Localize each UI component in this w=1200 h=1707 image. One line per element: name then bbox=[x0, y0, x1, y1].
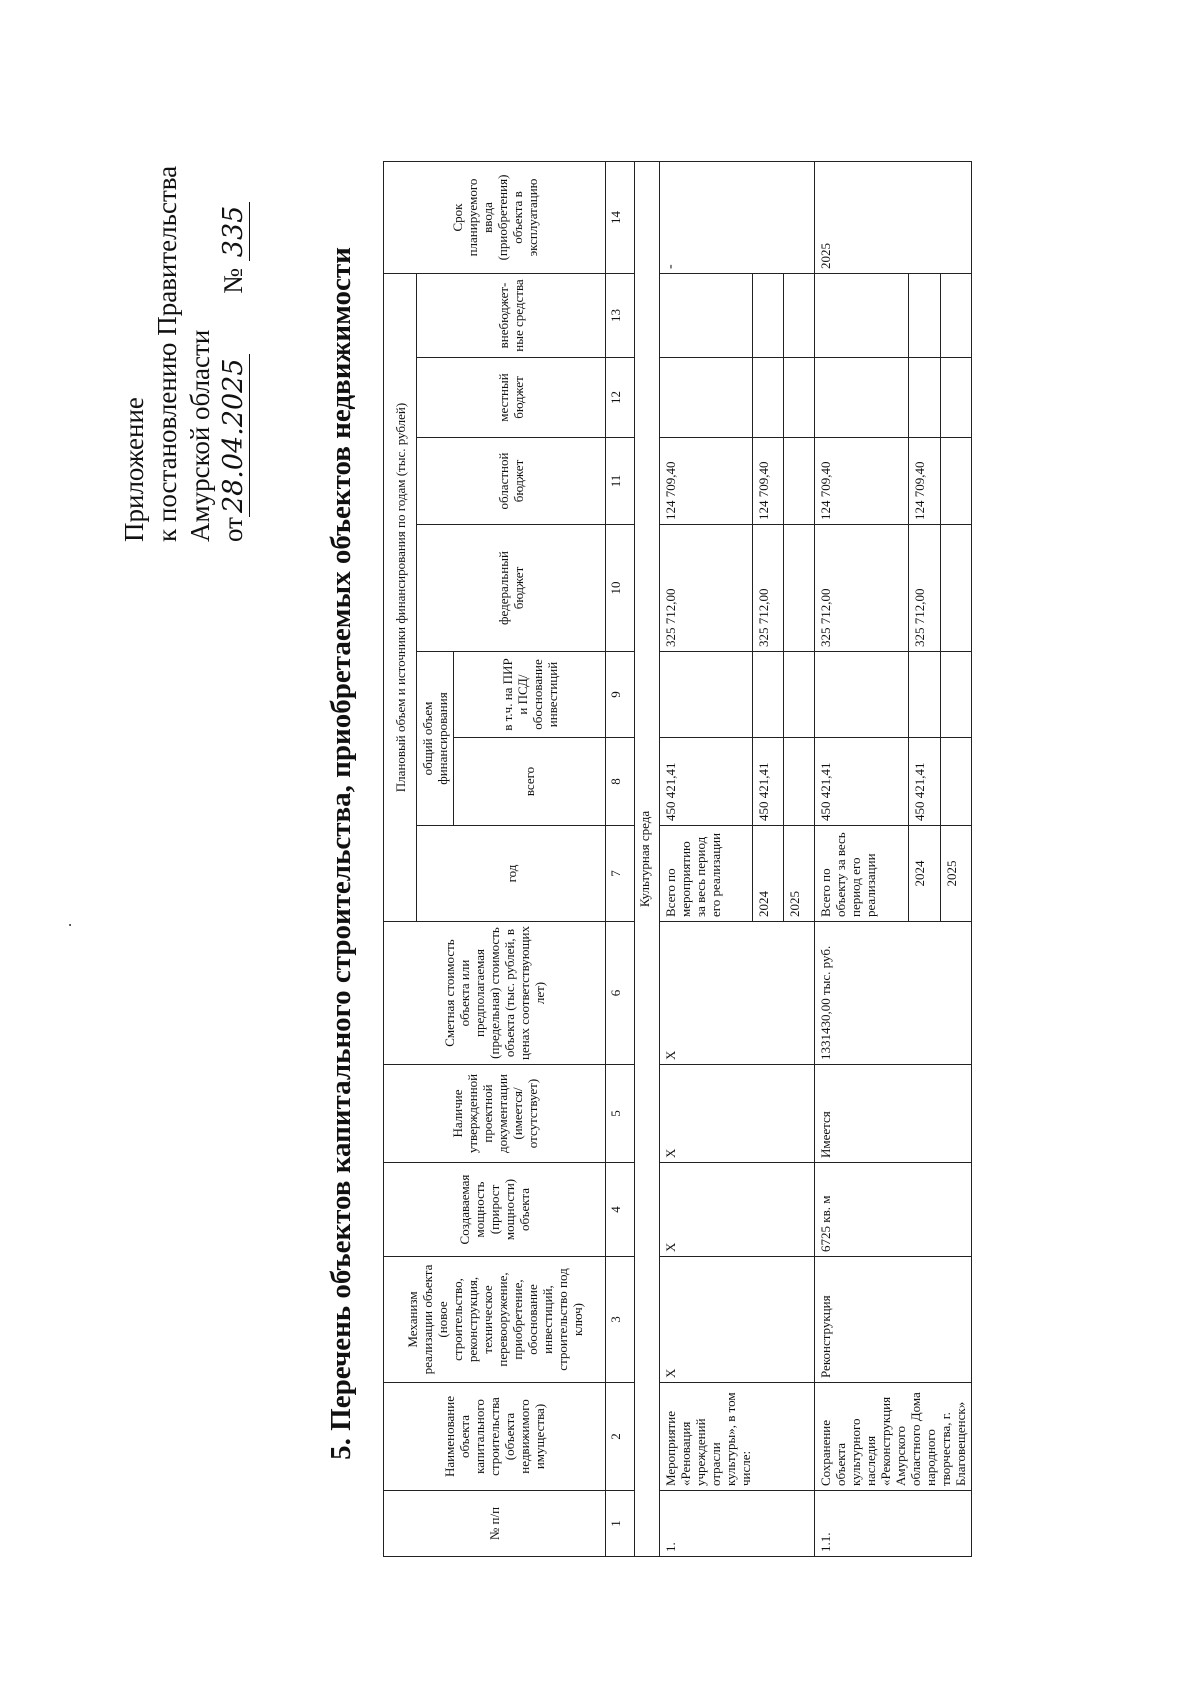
docs-cell: Имеется bbox=[815, 1065, 972, 1163]
column-number: 12 bbox=[606, 358, 635, 438]
extrabudget-cell bbox=[753, 274, 784, 358]
appendix-line-3: Амурской области bbox=[185, 329, 215, 542]
date-prefix: от bbox=[218, 517, 248, 542]
header-col-11: областной бюджет bbox=[417, 438, 606, 525]
column-number: 13 bbox=[606, 274, 635, 358]
federal-cell: 325 712,00 bbox=[909, 525, 940, 652]
total-cell: 450 421,41 bbox=[753, 738, 784, 826]
column-numbers-row bbox=[606, 162, 635, 1557]
appendix-line-2: к постановлению Правительства bbox=[152, 165, 182, 542]
header-col-7: год bbox=[417, 826, 606, 922]
column-number: 1 bbox=[606, 1491, 635, 1557]
header-col-4: Создаваемая мощность (прирост мощности) объекта bbox=[384, 1163, 606, 1257]
header-col-5: Наличие утвержденной проектной документации (имеется/ отсутствует) bbox=[384, 1065, 606, 1163]
header-col-9: в т.ч. на ПИР и ПСД/ обоснование инвестиций bbox=[454, 652, 606, 738]
regional-cell bbox=[784, 438, 815, 525]
year-cell: 2024 bbox=[909, 826, 940, 922]
column-number: 4 bbox=[606, 1163, 635, 1257]
extrabudget-cell bbox=[660, 274, 753, 358]
total-cell bbox=[784, 738, 815, 826]
column-number: 8 bbox=[606, 738, 635, 826]
cost-cell: 1331430,00 тыс. руб. bbox=[815, 922, 972, 1065]
capacity-cell: 6725 кв. м bbox=[815, 1163, 972, 1257]
year-cell: Всего по мероприятию за весь период его реализации bbox=[660, 826, 753, 922]
column-number: 9 bbox=[606, 652, 635, 738]
header-col-2: Наименование объекта капитального строительства (объекта недвижимого имущества) bbox=[384, 1383, 606, 1491]
column-number: 11 bbox=[606, 438, 635, 525]
extrabudget-cell bbox=[909, 274, 940, 358]
column-number: 10 bbox=[606, 525, 635, 652]
header-col-6: Сметная стоимость объекта или предполагаемая (предельная) стоимость объекта (тыс. рублей, в ценах соответствующих лет) bbox=[384, 922, 606, 1065]
federal-cell bbox=[940, 525, 971, 652]
number-prefix: № bbox=[218, 267, 248, 294]
total-cell: 450 421,41 bbox=[660, 738, 753, 826]
extrabudget-cell bbox=[784, 274, 815, 358]
regional-cell: 124 709,40 bbox=[909, 438, 940, 525]
year-cell: 2025 bbox=[940, 826, 971, 922]
total-cell: 450 421,41 bbox=[909, 738, 940, 826]
extrabudget-cell bbox=[815, 274, 909, 358]
appendix-date-line bbox=[217, 142, 250, 542]
column-number: 6 bbox=[606, 922, 635, 1065]
scan-speck: . bbox=[58, 923, 75, 927]
pir-cell bbox=[753, 652, 784, 738]
pir-cell bbox=[660, 652, 753, 738]
local-cell bbox=[940, 358, 971, 438]
total-cell: 450 421,41 bbox=[815, 738, 909, 826]
local-cell bbox=[815, 358, 909, 438]
header-col-12: местный бюджет bbox=[417, 358, 606, 438]
regional-cell: 124 709,40 bbox=[660, 438, 753, 525]
row-number: 1. bbox=[660, 1491, 815, 1557]
section-row bbox=[635, 162, 660, 1557]
page-title: 5. Перечень объектов капитального строительства, приобретаемых объектов недвижимости bbox=[325, 247, 357, 1460]
object-name: Мероприятие «Реновация учреждений отрасли культуры», в том числе: bbox=[660, 1383, 815, 1491]
local-cell bbox=[660, 358, 753, 438]
federal-cell: 325 712,00 bbox=[753, 525, 784, 652]
mechanism-cell: Реконструкция bbox=[815, 1257, 972, 1383]
header-total-group: общий объем финансирования bbox=[417, 652, 454, 826]
header-col-3: Механизм реализации объекта (новое строительство, реконструкция, техническое перевооружение, приобретение, обоснование инвестиций, строительство под ключ) bbox=[384, 1257, 606, 1383]
header-row-1 bbox=[384, 162, 417, 1557]
federal-cell bbox=[784, 525, 815, 652]
year-cell: 2024 bbox=[753, 826, 784, 922]
column-number: 2 bbox=[606, 1383, 635, 1491]
objects-table bbox=[383, 161, 972, 1557]
pir-cell bbox=[940, 652, 971, 738]
header-col-10: федеральный бюджет bbox=[417, 525, 606, 652]
year-cell: 2025 bbox=[784, 826, 815, 922]
column-number: 14 bbox=[606, 162, 635, 274]
total-cell bbox=[940, 738, 971, 826]
date-value: 28.04.2025 bbox=[218, 354, 250, 517]
header-col-14: Срок планируемого ввода (приобретения) объекта в эксплуатацию bbox=[384, 162, 606, 274]
section-label: Культурная среда bbox=[635, 162, 660, 1557]
year-cell: Всего по объекту за весь период его реализации bbox=[815, 826, 909, 922]
appendix-block bbox=[118, 142, 250, 542]
cost-cell: Х bbox=[660, 922, 815, 1065]
regional-cell: 124 709,40 bbox=[815, 438, 909, 525]
header-col-1: № п/п bbox=[384, 1491, 606, 1557]
extrabudget-cell bbox=[940, 274, 971, 358]
pir-cell bbox=[909, 652, 940, 738]
capacity-cell: Х bbox=[660, 1163, 815, 1257]
header-financing-group: Плановый объем и источники финансирования по годам (тыс. рублей) bbox=[384, 274, 417, 922]
column-number: 5 bbox=[606, 1065, 635, 1163]
local-cell bbox=[753, 358, 784, 438]
table-row bbox=[815, 162, 909, 1557]
local-cell bbox=[909, 358, 940, 438]
regional-cell: 124 709,40 bbox=[753, 438, 784, 525]
header-col-8: всего bbox=[454, 738, 606, 826]
pir-cell bbox=[815, 652, 909, 738]
pir-cell bbox=[784, 652, 815, 738]
deadline-cell: - bbox=[660, 162, 815, 274]
federal-cell: 325 712,00 bbox=[815, 525, 909, 652]
column-number: 3 bbox=[606, 1257, 635, 1383]
number-value: 335 bbox=[218, 202, 250, 262]
table-row bbox=[660, 162, 753, 1557]
column-number: 7 bbox=[606, 826, 635, 922]
mechanism-cell: Х bbox=[660, 1257, 815, 1383]
row-number: 1.1. bbox=[815, 1491, 972, 1557]
regional-cell bbox=[940, 438, 971, 525]
appendix-line-1: Приложение bbox=[119, 397, 149, 542]
local-cell bbox=[784, 358, 815, 438]
docs-cell: Х bbox=[660, 1065, 815, 1163]
header-col-13: внебюджет-ные средства bbox=[417, 274, 606, 358]
deadline-cell: 2025 bbox=[815, 162, 972, 274]
federal-cell: 325 712,00 bbox=[660, 525, 753, 652]
object-name: Сохранение объекта культурного наследия «Реконструкция Амурского областного Дома народного творчества, г. Благовещенск» bbox=[815, 1383, 972, 1491]
